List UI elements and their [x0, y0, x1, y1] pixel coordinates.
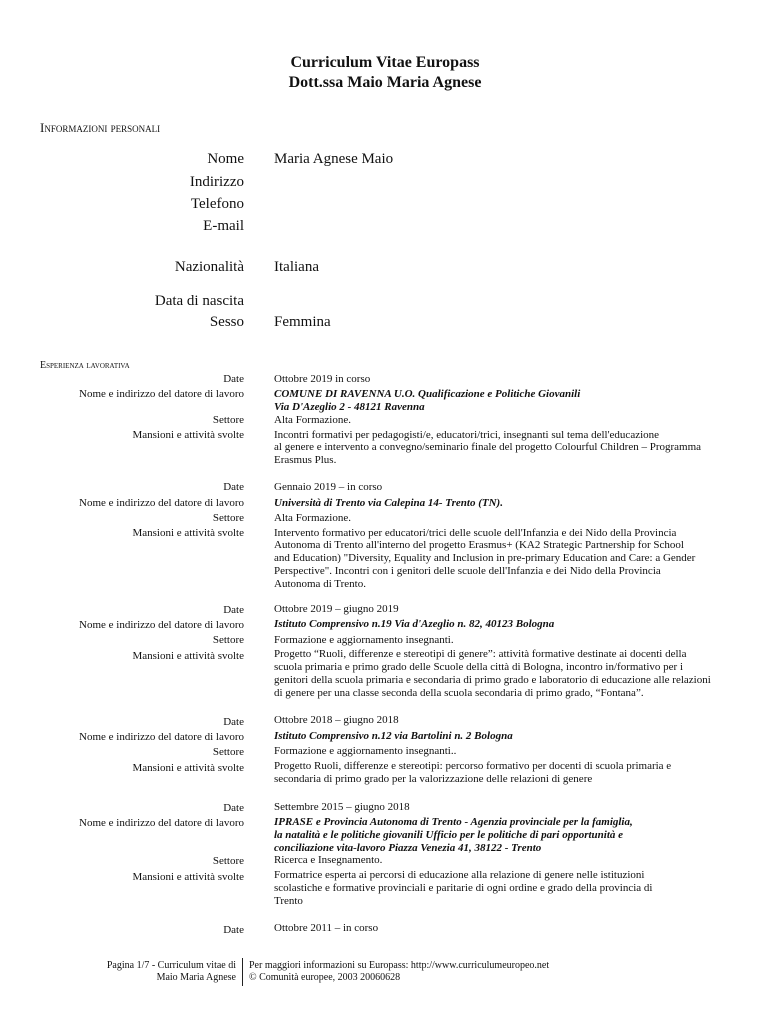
entry-4-employer-label: Nome e indirizzo del datore di lavoro: [79, 731, 244, 743]
entry-2-employer-line-1: Università di Trento via Calepina 14- Trento (TN).: [274, 497, 503, 509]
entry-2-duties-line-5: Autonoma di Trento.: [274, 578, 366, 590]
entry-2-duties-line-4: Perspective". Incontri con i genitori delle scuole dell'Infanzia e dei Nido della Provincia: [274, 565, 661, 577]
entry-2-duties-line-2: Autonoma di Trento all'interno del progetto Erasmus+ (KA2 Strategic Partnership for School: [274, 539, 684, 551]
entry-2-date-label: Date: [223, 481, 244, 493]
footer-europass-line-2: © Comunità europee, 2003 20060628: [249, 972, 401, 983]
entry-2-duties-label: Mansioni e attività svolte: [132, 527, 244, 539]
entry-5-employer-line-1: IPRASE e Provincia Autonoma di Trento - Agenzia provinciale per la famiglia,: [274, 816, 633, 828]
entry-3-date: Ottobre 2019 – giugno 2019: [274, 603, 399, 615]
document-subtitle: Dott.ssa Maio Maria Agnese: [288, 74, 482, 91]
footer-divider: [242, 958, 243, 986]
nationality-value: Italiana: [274, 259, 319, 275]
personal-info-heading: Informazioni personali: [40, 120, 161, 135]
sex-value: Femmina: [274, 314, 331, 330]
entry-2-employer-label: Nome e indirizzo del datore di lavoro: [79, 497, 244, 509]
address-label: Indirizzo: [189, 174, 244, 190]
entry-4-date-label: Date: [223, 716, 244, 728]
name-value: Maria Agnese Maio: [274, 151, 394, 167]
footer-europass-line-1: Per maggiori informazioni su Europass: http://www.curriculumeuropeo.net: [249, 960, 550, 971]
entry-3-sector-label: Settore: [212, 634, 244, 646]
entry-4-duties-line-1: Progetto Ruoli, differenze e stereotipi: percorso formativo per docenti di scuola primaria e: [274, 760, 672, 772]
birth-date-label: Data di nascita: [154, 293, 244, 309]
footer-page-line-2: Maio Maria Agnese: [156, 972, 236, 983]
entry-1-employer-line-1: COMUNE DI RAVENNA U.O. Qualificazione e Politiche Giovanili: [274, 388, 581, 400]
footer-europass-info: [249, 960, 549, 984]
entry-5-duties-line-3: Trento: [274, 895, 303, 907]
entry-1-duties-line-2: al genere e intervento a convegno/seminario finale del progetto Colourful Children – Programma: [274, 441, 702, 453]
phone-label: Telefono: [190, 196, 244, 212]
entry-2-duties-line-3: and Education) "Diversity, Equality and Inclusion in pre-primary Education and Care: a Gender: [274, 552, 696, 564]
entry-2-sector-label: Settore: [212, 512, 244, 524]
entry-4-duties-line-2: secondaria di primo grado per la valorizzazione delle relazioni di genere: [274, 773, 593, 785]
entry-1-duties-label: Mansioni e attività svolte: [132, 429, 244, 441]
entry-5-duties-line-2: scolastiche e formative provinciali e paritarie di ogni ordine e grado della provincia di: [274, 882, 653, 894]
entry-3-employer-line-1: Istituto Comprensivo n.19 Via d'Azeglio n. 82, 40123 Bologna: [274, 618, 555, 630]
document-title: Curriculum Vitae Europass: [290, 54, 480, 71]
footer-page-line-1: Pagina 1/7 - Curriculum vitae di: [106, 960, 236, 971]
entry-5-sector: Ricerca e Insegnamento.: [274, 854, 383, 866]
entry-4-sector-label: Settore: [212, 746, 244, 758]
entry-1-sector: Alta Formazione.: [274, 414, 351, 426]
entry-3-sector: Formazione e aggiornamento insegnanti.: [274, 634, 454, 646]
entry-6-date: Ottobre 2011 – in corso: [274, 922, 379, 934]
nationality-label: Nazionalità: [174, 259, 244, 275]
entry-5-date-label: Date: [223, 802, 244, 814]
entry-3-employer-label: Nome e indirizzo del datore di lavoro: [79, 619, 244, 631]
entry-1-sector-label: Settore: [212, 414, 244, 426]
entry-4-date: Ottobre 2018 – giugno 2018: [274, 714, 399, 726]
entry-5-employer-line-3: conciliazione vita-lavoro Piazza Venezia 41, 38122 - Trento: [274, 842, 542, 854]
entry-1-date-label: Date: [223, 373, 244, 385]
work-experience-heading: Esperienza lavorativa: [40, 360, 130, 371]
entry-5-employer-line-2: la natalità e le politiche giovanili Ufficio per le politiche di pari opportunità e: [274, 829, 624, 841]
entry-5-sector-label: Settore: [212, 855, 244, 867]
entry-3-duties-line-4: di genere per una classe seconda della scuola secondaria di primo grado, “Fontana”.: [274, 687, 644, 699]
entry-2-date: Gennaio 2019 – in corso: [274, 481, 383, 493]
name-label: Nome: [207, 151, 244, 167]
entry-1-employer-label: Nome e indirizzo del datore di lavoro: [79, 388, 244, 400]
entry-1-employer-line-2: Via D'Azeglio 2 - 48121 Ravenna: [274, 401, 425, 413]
sex-label: Sesso: [209, 314, 244, 330]
entry-1-date: Ottobre 2019 in corso: [274, 373, 371, 385]
entry-2-sector: Alta Formazione.: [274, 512, 351, 524]
email-label: E-mail: [203, 218, 244, 234]
entry-6-date-label: Date: [223, 924, 244, 936]
entry-5-employer-label: Nome e indirizzo del datore di lavoro: [79, 817, 244, 829]
entry-1-duties-line-1: Incontri formativi per pedagogisti/e, educatori/trici, insegnanti sul tema dell'educazione: [274, 429, 660, 441]
entry-3-duties-label: Mansioni e attività svolte: [132, 650, 244, 662]
entry-3-duties-line-3: genitori della scuola primaria e secondaria di primo grado e laboratorio di educazione alle relazioni: [274, 674, 711, 686]
entry-5-date: Settembre 2015 – giugno 2018: [274, 801, 410, 813]
entry-3-duties-line-2: scuola primaria e primo grado delle Scuole della città di Bologna, incontro in/formativo per i: [274, 661, 684, 673]
entry-3-date-label: Date: [223, 604, 244, 616]
entry-1-duties-line-3: Erasmus Plus.: [274, 454, 337, 466]
entry-5-duties-label: Mansioni e attività svolte: [132, 871, 244, 883]
entry-2-duties-line-1: Intervento formativo per educatori/trici delle scuole dell'Infanzia e dei Nido della Provincia: [274, 527, 677, 539]
entry-5-duties-line-1: Formatrice esperta ai percorsi di educazione alla relazione di genere nelle istituzioni: [274, 869, 645, 881]
footer-page-info: [70, 960, 236, 984]
entry-4-sector: Formazione e aggiornamento insegnanti..: [274, 745, 457, 757]
entry-4-duties-label: Mansioni e attività svolte: [132, 762, 244, 774]
entry-4-employer-line-1: Istituto Comprensivo n.12 via Bartolini n. 2 Bologna: [274, 730, 513, 742]
entry-3-duties-line-1: Progetto “Ruoli, differenze e stereotipi di genere”: attività formative destinate ai docenti della: [274, 648, 687, 660]
